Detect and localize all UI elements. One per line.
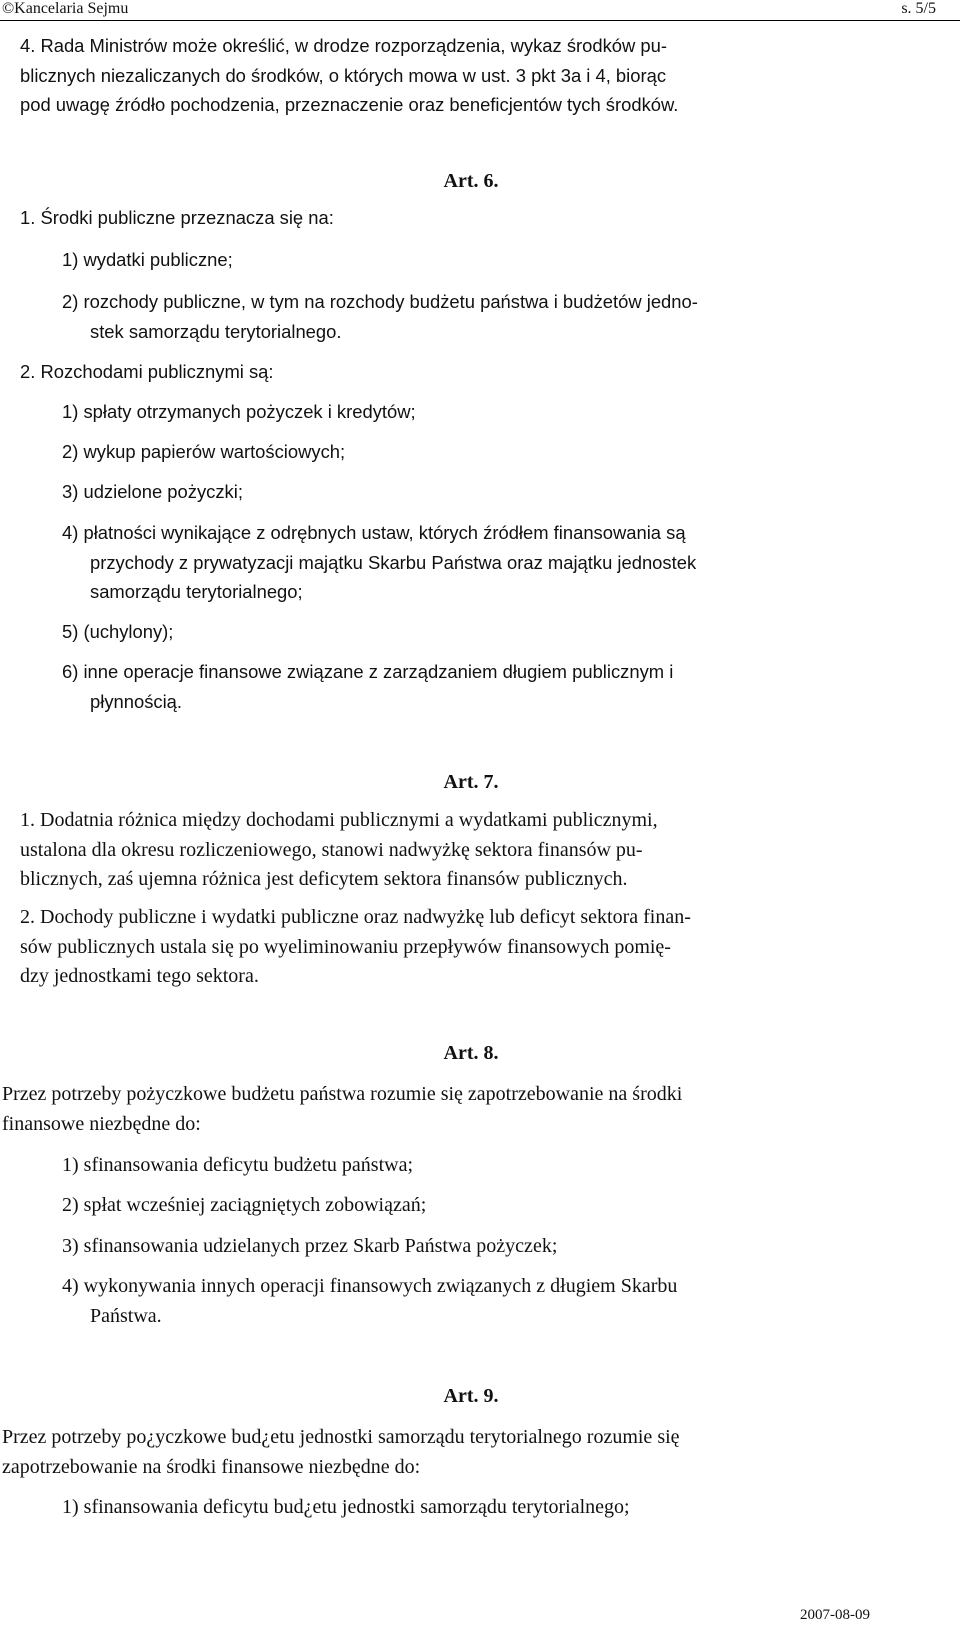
text-line: 1. Dodatnia różnica między dochodami publicznymi a wydatkami publicznymi,: [20, 809, 658, 831]
art8-item-2: 2) spłat wcześniej zaciągniętych zobowiązań;: [62, 1194, 427, 1216]
art6-paragraph-2: 2. Rozchodami publicznymi są:: [20, 361, 274, 382]
text-line: pod uwagę źródło pochodzenia, przeznaczenie oraz beneficjentów tych środków.: [20, 94, 679, 115]
art6-p2-item-2: 2) wykup papierów wartościowych;: [62, 441, 346, 462]
text-line: Przez potrzeby pożyczkowe budżetu państwa rozumie się zapotrzebowanie na środki: [2, 1083, 683, 1105]
header-source: ©Kancelaria Sejmu: [2, 0, 129, 17]
art6-p1-item-1: 1) wydatki publiczne;: [62, 249, 233, 270]
art8-item-1: 1) sfinansowania deficytu budżetu państwa;: [62, 1154, 414, 1176]
text-line: sów publicznych ustala się po wyeliminowaniu przepływów finansowych pomię-: [20, 935, 671, 958]
art6-p2-item-1: 1) spłaty otrzymanych pożyczek i kredytów;: [62, 401, 416, 422]
text-line: 6) inne operacje finansowe związane z zarządzaniem długiem publicznym i: [62, 661, 674, 682]
text-line: dzy jednostkami tego sektora.: [20, 965, 259, 987]
article-6-heading: Art. 6.: [443, 170, 499, 192]
text-line: samorządu terytorialnego;: [90, 581, 303, 602]
text-line: blicznych niezaliczanych do środków, o których mowa w ust. 3 pkt 3a i 4, biorąc: [20, 64, 667, 86]
article-7-heading: Art. 7.: [443, 771, 499, 793]
text-line: 4) płatności wynikające z odrębnych ustaw, których źródłem finansowania są: [62, 522, 686, 543]
art8-item-4: [62, 1272, 898, 1331]
text-line: stek samorządu terytorialnego.: [90, 320, 342, 342]
art5-paragraph-4: [20, 31, 870, 120]
text-line: zapotrzebowanie na środki finansowe niezbędne do:: [2, 1455, 421, 1478]
art7-paragraph-2: [20, 903, 870, 992]
footer-date: 2007-08-09: [800, 1607, 870, 1623]
header-divider: [0, 20, 960, 21]
art8-intro: [2, 1080, 870, 1139]
text-line: Przez potrzeby po¿yczkowe bud¿etu jednostki samorządu terytorialnego rozumie się: [2, 1426, 680, 1448]
art9-intro: [2, 1423, 870, 1482]
text-line: 2. Dochody publiczne i wydatki publiczne oraz nadwyżkę lub deficyt sektora finan-: [20, 906, 691, 928]
text-line: 4) wykonywania innych operacji finansowych związanych z długiem Skarbu: [62, 1275, 678, 1297]
art6-p2-item-4: [62, 518, 898, 607]
text-line: 2) rozchody publiczne, w tym na rozchody budżetu państwa i budżetów jedno-: [62, 291, 698, 312]
header-page-number: s. 5/5: [901, 0, 936, 17]
text-line: ustalona dla okresu rozliczeniowego, stanowi nadwyżkę sektora finansów pu-: [20, 838, 643, 861]
art6-p1-item-2: [62, 287, 898, 346]
article-8-heading: Art. 8.: [443, 1042, 499, 1064]
art8-item-3: 3) sfinansowania udzielanych przez Skarb Państwa pożyczek;: [62, 1235, 558, 1257]
text-line: blicznych, zaś ujemna różnica jest deficytem sektora finansów publicznych.: [20, 868, 628, 890]
art7-paragraph-1: [20, 806, 870, 895]
art6-p2-item-5: 5) (uchylony);: [62, 621, 174, 642]
art6-p2-item-3: 3) udzielone pożyczki;: [62, 481, 243, 502]
text-line: finansowe niezbędne do:: [2, 1112, 201, 1135]
text-line: Państwa.: [90, 1304, 162, 1327]
text-line: 4. Rada Ministrów może określić, w drodze rozporządzenia, wykaz środków pu-: [20, 35, 667, 56]
art6-p2-item-6: [62, 657, 898, 716]
text-line: płynnością.: [90, 690, 183, 712]
art9-item-1: 1) sfinansowania deficytu bud¿etu jednostki samorządu terytorialnego;: [62, 1496, 630, 1518]
art6-paragraph-1: 1. Środki publiczne przeznacza się na:: [20, 207, 334, 228]
article-9-heading: Art. 9.: [443, 1385, 499, 1407]
text-line: przychody z prywatyzacji majątku Skarbu Państwa oraz majątku jednostek: [90, 551, 697, 573]
